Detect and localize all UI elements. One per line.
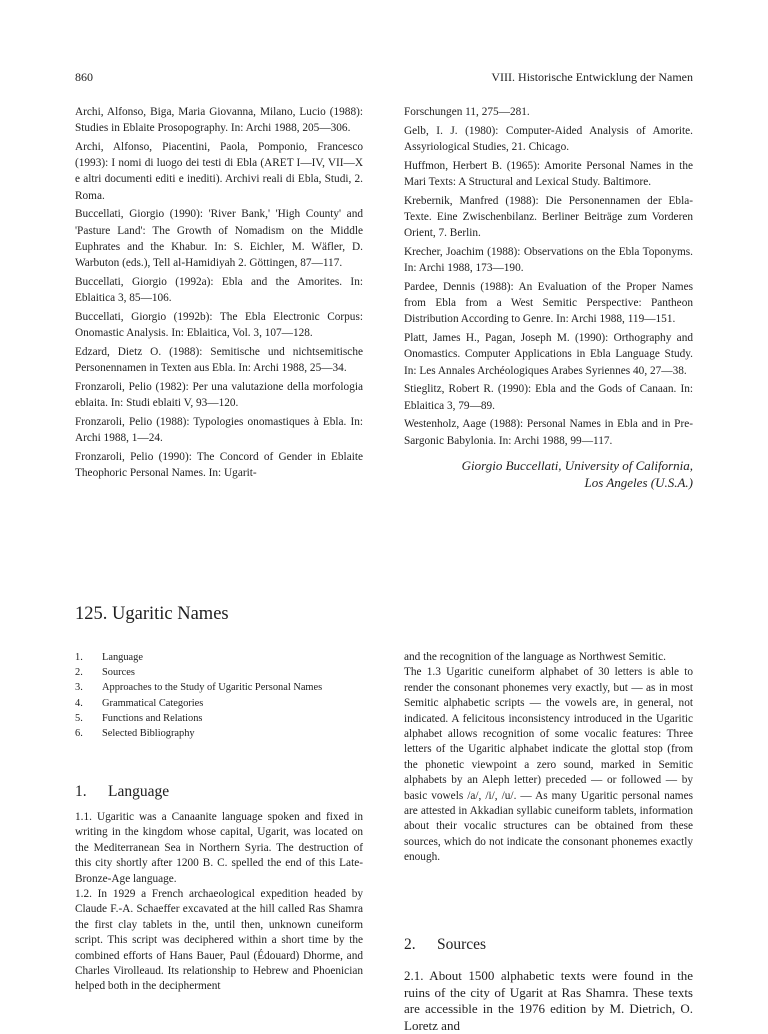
- chapter-contents: [75, 650, 363, 741]
- bibliography-entry: Gelb, I. J. (1980): Computer-Aided Analysis of Amorite. Assyriological Studies, 21. Chicago.: [404, 124, 693, 153]
- bibliography-entry: Forschungen 11, 275—281.: [404, 106, 530, 118]
- bibliography-entry: Westenholz, Aage (1988): Personal Names in Ebla and in Pre-Sargonic Babylonia. In: Archi 1988, 99—117.: [404, 418, 693, 447]
- toc-item: [75, 680, 363, 695]
- paragraph: and the recognition of the language as Northwest Semitic.: [404, 651, 666, 663]
- page-number: 860: [75, 70, 93, 84]
- bibliography-entry: Stieglitz, Robert R. (1990): Ebla and the Gods of Canaan. In: Eblaitica 3, 79—89.: [404, 383, 693, 412]
- toc-number: 4.: [75, 697, 83, 709]
- bibliography-entry: Archi, Alfonso, Biga, Maria Giovanna, Milano, Lucio (1988): Studies in Eblaite Prosopography. In: Archi 1988, 205—306.: [75, 106, 363, 135]
- paragraph: The 1.3 Ugaritic cuneiform alphabet of 30 letters is able to render the consonant phonemes very exactly, but — as in most Semitic alphabetic scripts — the vowels are, in general, not indicated. A felicitous inconsistency introduced in the Ugaritic alphabet allows recognition of some vocalic features: Three letters of the Ugaritic alphabet indicate the glottal stop (from the phonetic viewpoint a zero sound, marked in Semitic alphabets by an Aleph letter) preceded — or followed — by basic vowels /a/, /i/, /u/. — As many Ugaritic personal names are attested in Akkadian syllabic cuneiform tablets, information about their vocalic structures can be obtained from these sources, which do not indicate the consonant phonemes exactly enough.: [404, 666, 693, 864]
- bibliography-entry: Fronzaroli, Pelio (1982): Per una valutazione della morfologia eblaita. In: Studi eblaiti V, 93—120.: [75, 380, 363, 410]
- section-heading-language: [75, 783, 169, 801]
- bibliography-entry: Platt, James H., Pagan, Joseph M. (1990): Orthography and Onomastics. Computer Applications in Ebla Language Study. In: Les Annales Archéologiques Arabes Syriennes 40, 27—38.: [404, 332, 693, 377]
- bibliography-left-column: [75, 104, 363, 484]
- toc-number: 6.: [75, 728, 83, 740]
- section-title: Language: [108, 783, 170, 800]
- toc-number: 3.: [75, 682, 83, 694]
- toc-label: Approaches to the Study of Ugaritic Personal Names: [102, 682, 323, 694]
- bibliography-entry: Krecher, Joachim (1988): Observations on the Ebla Toponyms. In: Archi 1988, 173—190.: [404, 246, 693, 275]
- bibliography-entry: Fronzaroli, Pelio (1990): The Concord of Gender in Eblaite Theophoric Personal Names. In: Ugarit-: [75, 450, 363, 480]
- bibliography-entry: Fronzaroli, Pelio (1988): Typologies onomastiques à Ebla. In: Archi 1988, 1—24.: [75, 415, 363, 445]
- bibliography-entry: Edzard, Dietz O. (1988): Semitische und nichtsemitische Personennamen in Texten aus Ebla. In: Archi 1988, 25—34.: [75, 345, 363, 375]
- toc-number: 2.: [75, 667, 83, 679]
- section-number: 2.: [404, 936, 416, 953]
- toc-item: [75, 726, 363, 741]
- bibliography-entry: Buccellati, Giorgio (1992a): Ebla and the Amorites. In: Eblaitica 3, 85—106.: [75, 275, 363, 305]
- toc-item: [75, 650, 363, 665]
- author-affiliation: Los Angeles (U.S.A.): [584, 474, 693, 490]
- bibliography-entry: Buccellati, Giorgio (1990): 'River Bank,' 'High County' and 'Pasture Land': The Growth of Nomadism on the Middle Euphrates and the Khabur. In: S. Eichler, M. Wäfler, D. Warbuton (eds.), Tell al-Hamidiyah 2. Göttingen, 87—117.: [75, 208, 363, 270]
- toc-item: [75, 696, 363, 711]
- toc-label: Grammatical Categories: [102, 697, 204, 709]
- author-name: Giorgio Buccellati, University of California,: [461, 457, 693, 473]
- section-title: Sources: [437, 936, 487, 953]
- paragraph: 1.2. In 1929 a French archaeological expedition headed by Claude F.-A. Schaeffer excavated at the hill called Ras Shamra the first clay tablets in the, until then, unknown cuneiform script. This script was deciphered within a short time by the combined efforts of Hans Bauer, Paul (Édouard) Dhorme, and Charles Virolleaud. Its relationship to Hebrew and Phoenician helped both in the decipherment: [75, 888, 363, 993]
- section-2-text: [404, 968, 693, 1034]
- paragraph: 1.1. Ugaritic was a Canaanite language spoken and fixed in writing in the kingdom whose capital, Ugarit, was located on the Mediterranean Sea in Northern Syria. The destruction of this city shortly after 1200 B. C. spelled the end of this Late-Bronze-Age language.: [75, 811, 363, 885]
- toc-item: [75, 665, 363, 680]
- paragraph: 2.1. About 1500 alphabetic texts were found in the ruins of the city of Ugarit at Ras Shamra. These texts are accessible in the 1976 edition by M. Dietrich, O. Loretz and: [404, 968, 693, 1033]
- section-1-text-left: [75, 810, 363, 995]
- bibliography-entry: Pardee, Dennis (1988): An Evaluation of the Proper Names from Ebla from a West Semitic Perspective: Pantheon Distribution According to Genre. In: Archi 1988, 119—151.: [404, 281, 693, 326]
- bibliography-right-column: [404, 104, 693, 491]
- toc-label: Language: [102, 652, 143, 663]
- toc-number: 1.: [75, 652, 83, 663]
- toc-label: Sources: [102, 667, 135, 679]
- bibliography-entry: Huffmon, Herbert B. (1965): Amorite Personal Names in the Mari Texts: A Structural and Lexical Study. Baltimore.: [404, 159, 693, 188]
- toc-label: Functions and Relations: [102, 712, 203, 724]
- toc-number: 5.: [75, 712, 83, 724]
- section-1-text-right: [404, 650, 693, 866]
- bibliography-entry: Buccellati, Giorgio (1992b): The Ebla Electronic Corpus: Onomastic Analysis. In: Eblaitica, Vol. 3, 107—128.: [75, 310, 363, 340]
- bibliography-entry: Archi, Alfonso, Piacentini, Paola, Pomponio, Francesco (1993): I nomi di luogo dei testi di Ebla (ARET I—IV, VII—X e altri documenti editi e inediti). Archivi reali di Ebla, Studi, 2. Roma.: [75, 141, 363, 202]
- toc-label: Selected Bibliography: [102, 728, 195, 740]
- chapter-title: 125. Ugaritic Names: [75, 604, 229, 624]
- author-signature: [404, 457, 693, 491]
- bibliography-entry: Krebernik, Manfred (1988): Die Personennamen der Ebla-Texte. Eine Zwischenbilanz. Berliner Beiträge zum Vorderen Orient, 7. Berlin.: [404, 194, 693, 240]
- section-number: 1.: [75, 783, 87, 800]
- toc-item: [75, 711, 363, 726]
- section-heading-sources: [404, 936, 486, 954]
- running-title: VIII. Historische Entwicklung der Namen: [491, 70, 693, 84]
